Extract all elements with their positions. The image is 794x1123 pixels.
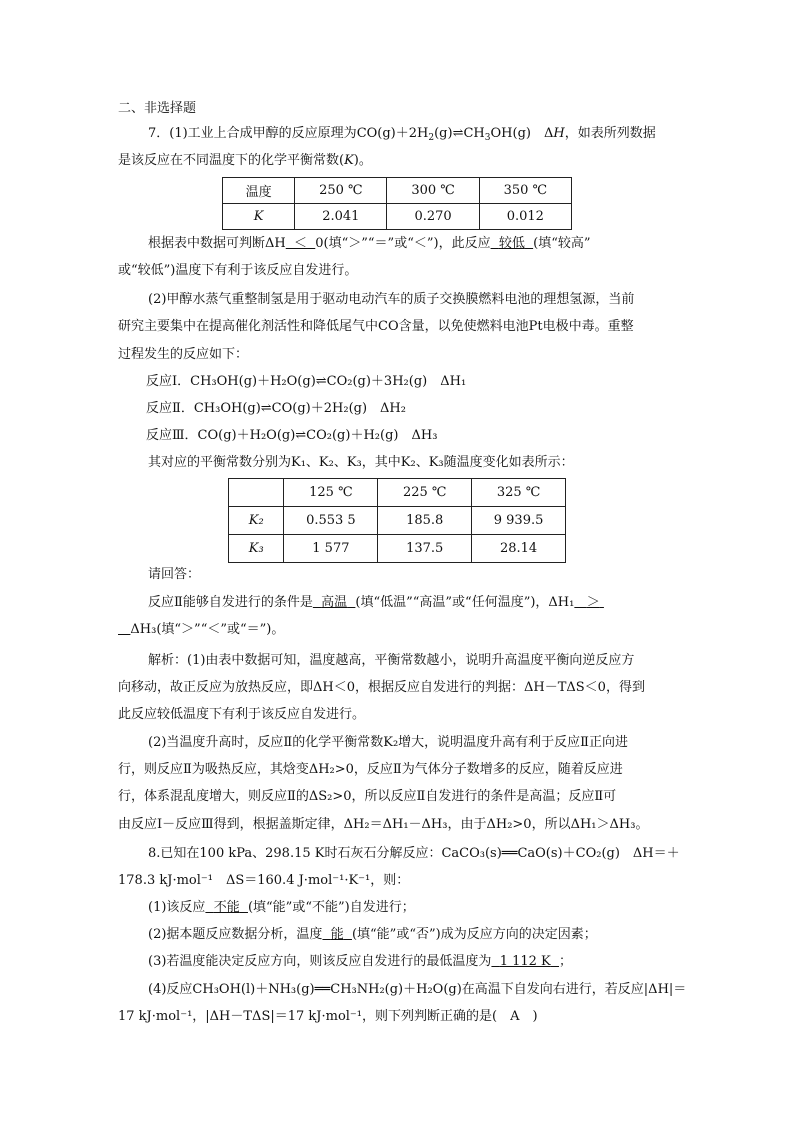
answer-text: 1 112 K <box>499 954 551 969</box>
table-cell: 250 ℃ <box>295 178 387 204</box>
q8-sub1 <box>148 899 415 917</box>
k-intro-line: 其对应的平衡常数分别为K₁、K₂、K₃，其中K₂、K₃随温度变化如表所示： <box>148 455 574 470</box>
q8-sub3 <box>148 953 572 971</box>
eq-co: CO(g)＋2H <box>356 126 429 141</box>
q7-judge-line2: 或“较低”)温度下有利于该反应自发进行。 <box>118 263 358 278</box>
cond-b: (填“低温”“高温”或“任何温度”)，ΔH₁ <box>355 595 575 610</box>
table-cell: 0.270 <box>387 204 479 230</box>
s3-b: ； <box>559 954 573 969</box>
q8-sub2 <box>148 926 597 944</box>
p2-line2: 研究主要集中在提高催化剂活性和降低尾气中CO含量，以免使燃料电池Pt电极中毒。重整 <box>118 319 634 334</box>
table-cell: 137.5 <box>378 535 472 563</box>
s2-b: (填“能”或“否”)成为反应方向的决定因素； <box>351 927 597 942</box>
s3-a: (3)若温度能决定反应方向，则该反应自发进行的最低温度为 <box>148 954 492 969</box>
analysis-line: (2)当温度升高时，反应Ⅱ的化学平衡常数K₂增大，说明温度升高有利于反应Ⅱ正向进 <box>148 735 629 750</box>
reaction-2: 反应Ⅱ．CH₃OH(g)⇌CO(g)＋2H₂(g) ΔH₂ <box>146 401 406 416</box>
table-cell: 185.8 <box>378 507 472 535</box>
q7-judge-line <box>148 235 591 253</box>
q8-sub4-line1: (4)反应CH₃OH(l)＋NH₃(g)══CH₃NH₂(g)＋H₂O(g)在高温下自发向右进行，若反应|ΔH|＝ <box>148 982 687 997</box>
analysis-line: 行，则反应Ⅱ为吸热反应，其焓变ΔH₂>0，反应Ⅱ为气体分子数增多的反应，随着反应进 <box>118 762 623 777</box>
answer-blank <box>491 954 559 969</box>
analysis-line: 此反应较低温度下有利于该反应自发进行。 <box>118 707 366 722</box>
table-cell: 9 939.5 <box>472 507 566 535</box>
table-row <box>229 535 566 563</box>
answer-blank <box>286 236 316 251</box>
table-cell: 0.012 <box>479 204 571 230</box>
s1-b: (填“能”或“不能”)自发进行； <box>247 900 415 915</box>
q7-line2-k: K <box>344 153 354 168</box>
answer-blank <box>491 236 534 251</box>
eq-ch3oh: CH <box>463 126 485 141</box>
table-cell: 0.553 5 <box>284 507 378 535</box>
table-cell: 1 577 <box>284 535 378 563</box>
judge-a: 根据表中数据可判断ΔH <box>148 236 286 251</box>
analysis-line: 行，体系混乱度增大，则反应Ⅱ的ΔS₂>0，所以反应Ⅱ自发进行的条件是高温；反应Ⅱ可 <box>118 789 617 804</box>
cond-line2 <box>118 621 284 639</box>
q7-line1: 7．(1)工业上合成甲醇的反应原理为$CO(g)+2H_2(g)\rightleftharpoons CH_3OH(g)$ ΔH，如表所列数据 <box>148 126 656 143</box>
answer-text: 能 <box>330 927 344 942</box>
answer-blank <box>574 595 604 610</box>
answer-text: 较低 <box>498 236 525 251</box>
q8-line2: 178.3 kJ·mol⁻¹ ΔS＝160.4 J·mol⁻¹·K⁻¹，则： <box>118 873 410 888</box>
analysis-line: 解析：(1)由表中数据可知，温度越高，平衡常数越小，说明升高温度平衡向逆反应方 <box>148 653 635 668</box>
q7-line1-b: ，如表所列数据 <box>564 126 656 141</box>
table-cell <box>229 479 284 507</box>
table-cell: K₂ <box>229 507 284 535</box>
answer-text: 高温 <box>321 595 348 610</box>
answer-blank <box>322 927 352 942</box>
q7-line2-text: 是该反应在不同温度下的化学平衡常数( <box>118 153 345 168</box>
analysis-line: 由反应Ⅰ－反应Ⅲ得到，根据盖斯定律，ΔH₂＝ΔH₁－ΔH₃，由于ΔH₂>0，所以ΔH₁＞ΔH₃。 <box>118 817 649 832</box>
cond-line <box>148 594 604 612</box>
q8-sub4-line2: 17 kJ·mol⁻¹，|ΔH－TΔS|＝17 kJ·mol⁻¹，则下列判断正确的是( A ) <box>118 1009 538 1024</box>
table-cell: 350 ℃ <box>479 178 571 204</box>
table-row <box>223 178 572 204</box>
eq-delta: Δ <box>544 126 554 141</box>
answer-text: 不能 <box>213 900 240 915</box>
answer-text: ＞ <box>586 595 600 610</box>
eq-h2: (g) <box>434 126 453 141</box>
eq-oh: OH(g) <box>490 126 531 141</box>
reaction-1: 反应Ⅰ．CH₃OH(g)＋H₂O(g)⇌CO₂(g)＋3H₂(g) ΔH₁ <box>146 374 467 389</box>
answer-text: ＜ <box>294 236 308 251</box>
table-cell: 温度 <box>223 178 295 204</box>
eq-h: H <box>553 126 565 141</box>
k-table-1 <box>222 177 572 230</box>
q7-line2 <box>118 152 372 170</box>
eq-arrow: ⇌ <box>452 126 464 141</box>
reaction-3: 反应Ⅲ．CO(g)＋H₂O(g)⇌CO₂(g)＋H₂(g) ΔH₃ <box>146 428 438 443</box>
table-cell: 2.041 <box>295 204 387 230</box>
cond-a: 反应Ⅱ能够自发进行的条件是 <box>148 595 313 610</box>
section-title: 二、非选择题 <box>118 101 197 116</box>
table-cell: K <box>223 204 295 230</box>
answer-blank <box>313 595 356 610</box>
table-row <box>223 204 572 230</box>
table-cell: K₃ <box>229 535 284 563</box>
table-row <box>229 507 566 535</box>
table-cell: 125 ℃ <box>284 479 378 507</box>
judge-c: (填“较高” <box>533 236 591 251</box>
q7-line2-end: )。 <box>353 153 372 168</box>
answer-blank <box>205 900 248 915</box>
cond-c: ΔH₃(填“＞”“＜”或“＝”)。 <box>130 622 285 637</box>
table-cell: 300 ℃ <box>387 178 479 204</box>
q8-line1: 8.已知在100 kPa、298.15 K时石灰石分解反应：CaCO₃(s)══CaO(s)＋CO₂(g) ΔH＝＋ <box>148 846 680 861</box>
p2-line1: (2)甲醇水蒸气重整制氢是用于驱动电动汽车的质子交换膜燃料电池的理想氢源，当前 <box>148 292 635 307</box>
table-cell: 325 ℃ <box>472 479 566 507</box>
table-cell: 225 ℃ <box>378 479 472 507</box>
ask-line: 请回答： <box>148 567 201 582</box>
s2-a: (2)据本题反应数据分析，温度 <box>148 927 323 942</box>
judge-b: 0(填“＞”“＝”或“＜”)，此反应 <box>315 236 491 251</box>
q7-line1-a: 7．(1)工业上合成甲醇的反应原理为 <box>148 126 357 141</box>
s1-a: (1)该反应 <box>148 900 206 915</box>
analysis-line: 向移动，故正反应为放热反应，即ΔH＜0，根据反应自发进行的判据：ΔH－TΔS＜0，得到 <box>118 680 645 695</box>
k-table-2 <box>228 478 566 563</box>
table-cell: 28.14 <box>472 535 566 563</box>
p2-line3: 过程发生的反应如下： <box>118 347 249 362</box>
table-row <box>229 479 566 507</box>
answer-blank-tail <box>118 622 130 637</box>
